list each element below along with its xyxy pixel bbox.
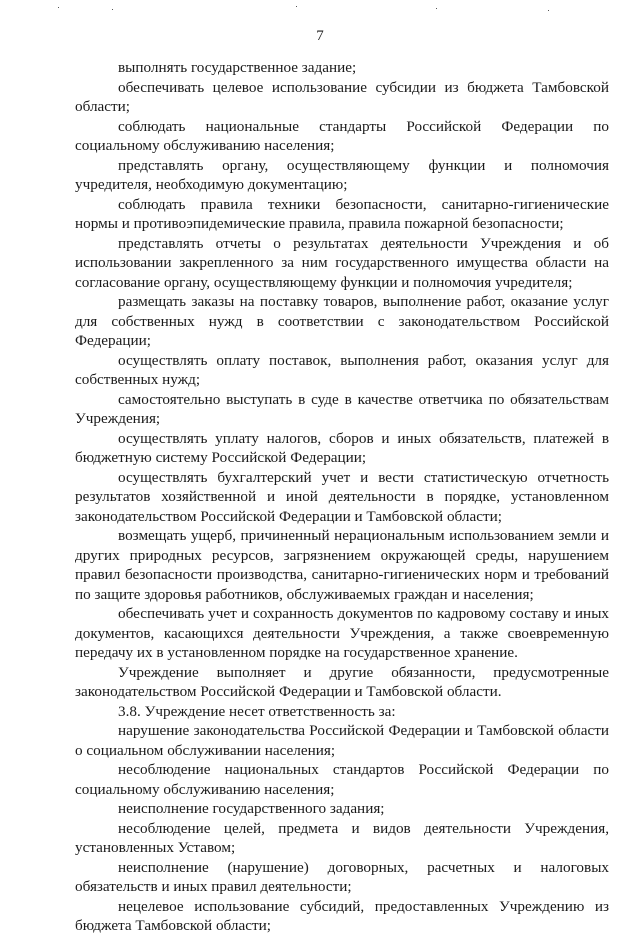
- paragraph: обеспечивать учет и сохранность документов по кадровому составу и иных документов, касающихся деятельности Учреждения, а также своевременную передачу их в установленном порядке на государственное хранение.: [75, 605, 609, 661]
- paragraph: соблюдать правила техники безопасности, санитарно-гигиенические нормы и противоэпидемические правила, правила пожарной безопасности;: [75, 195, 609, 232]
- paragraph: несоблюдение национальных стандартов Российской Федерации по социальному обслуживанию населения;: [75, 761, 609, 798]
- paragraph: неисполнение (нарушение) договорных, расчетных и налоговых обязательств и иных правил деятельности;: [75, 858, 609, 895]
- paragraph: осуществлять бухгалтерский учет и вести статистическую отчетность результатов хозяйственной и иной деятельности в порядке, установленном законодательством Российской Федерации и Тамбовской области;: [75, 468, 609, 525]
- document-body: [75, 58, 609, 936]
- paragraph: размещать заказы на поставку товаров, выполнение работ, оказание услуг для собственных нужд в соответствии с законодательством Российской Федерации;: [75, 293, 609, 349]
- paragraph: соблюдать национальные стандарты Российской Федерации по социальному обслуживанию населения;: [75, 117, 609, 154]
- paragraph: представлять отчеты о результатах деятельности Учреждения и об использовании закрепленного за ним государственного имущества области на согласование органу, осуществляющему функции и полномочия учредителя;: [75, 234, 609, 291]
- paragraph: неисполнение государственного задания;: [118, 800, 385, 817]
- section-heading: 3.8. Учреждение несет ответственность за:: [118, 702, 396, 720]
- paragraph: нецелевое использование субсидий, предоставленных Учреждению из бюджета Тамбовской области;: [75, 897, 609, 934]
- page-number: 7: [316, 28, 324, 44]
- paragraph: нарушение законодательства Российской Федерации и Тамбовской области о социальном обслуживании населения;: [75, 722, 609, 759]
- paragraph: осуществлять оплату поставок, выполнения работ, оказания услуг для собственных нужд;: [75, 351, 609, 388]
- paragraph: обеспечивать целевое использование субсидии из бюджета Тамбовской области;: [75, 78, 609, 115]
- paragraph: возмещать ущерб, причиненный нерациональным использованием земли и других природных ресурсов, загрязнением окружающей среды, нарушением правил безопасности производства, санитарно-гигиенических норм и требований по защите здоровья работников, обслуживаемых граждан и населения;: [75, 527, 609, 603]
- paragraph: выполнять государственное задание;: [118, 59, 357, 76]
- paragraph: представлять органу, осуществляющему функции и полномочия учредителя, необходимую документацию;: [75, 156, 609, 193]
- paragraph: самостоятельно выступать в суде в качестве ответчика по обязательствам Учреждения;: [75, 390, 609, 427]
- paragraph: несоблюдение целей, предмета и видов деятельности Учреждения, установленных Уставом;: [75, 819, 609, 856]
- paragraph: осуществлять уплату налогов, сборов и иных обязательств, платежей в бюджетную систему Российской Федерации;: [75, 429, 609, 466]
- paragraph: Учреждение выполняет и другие обязанности, предусмотренные законодательством Российской Федерации и Тамбовской области.: [75, 663, 609, 700]
